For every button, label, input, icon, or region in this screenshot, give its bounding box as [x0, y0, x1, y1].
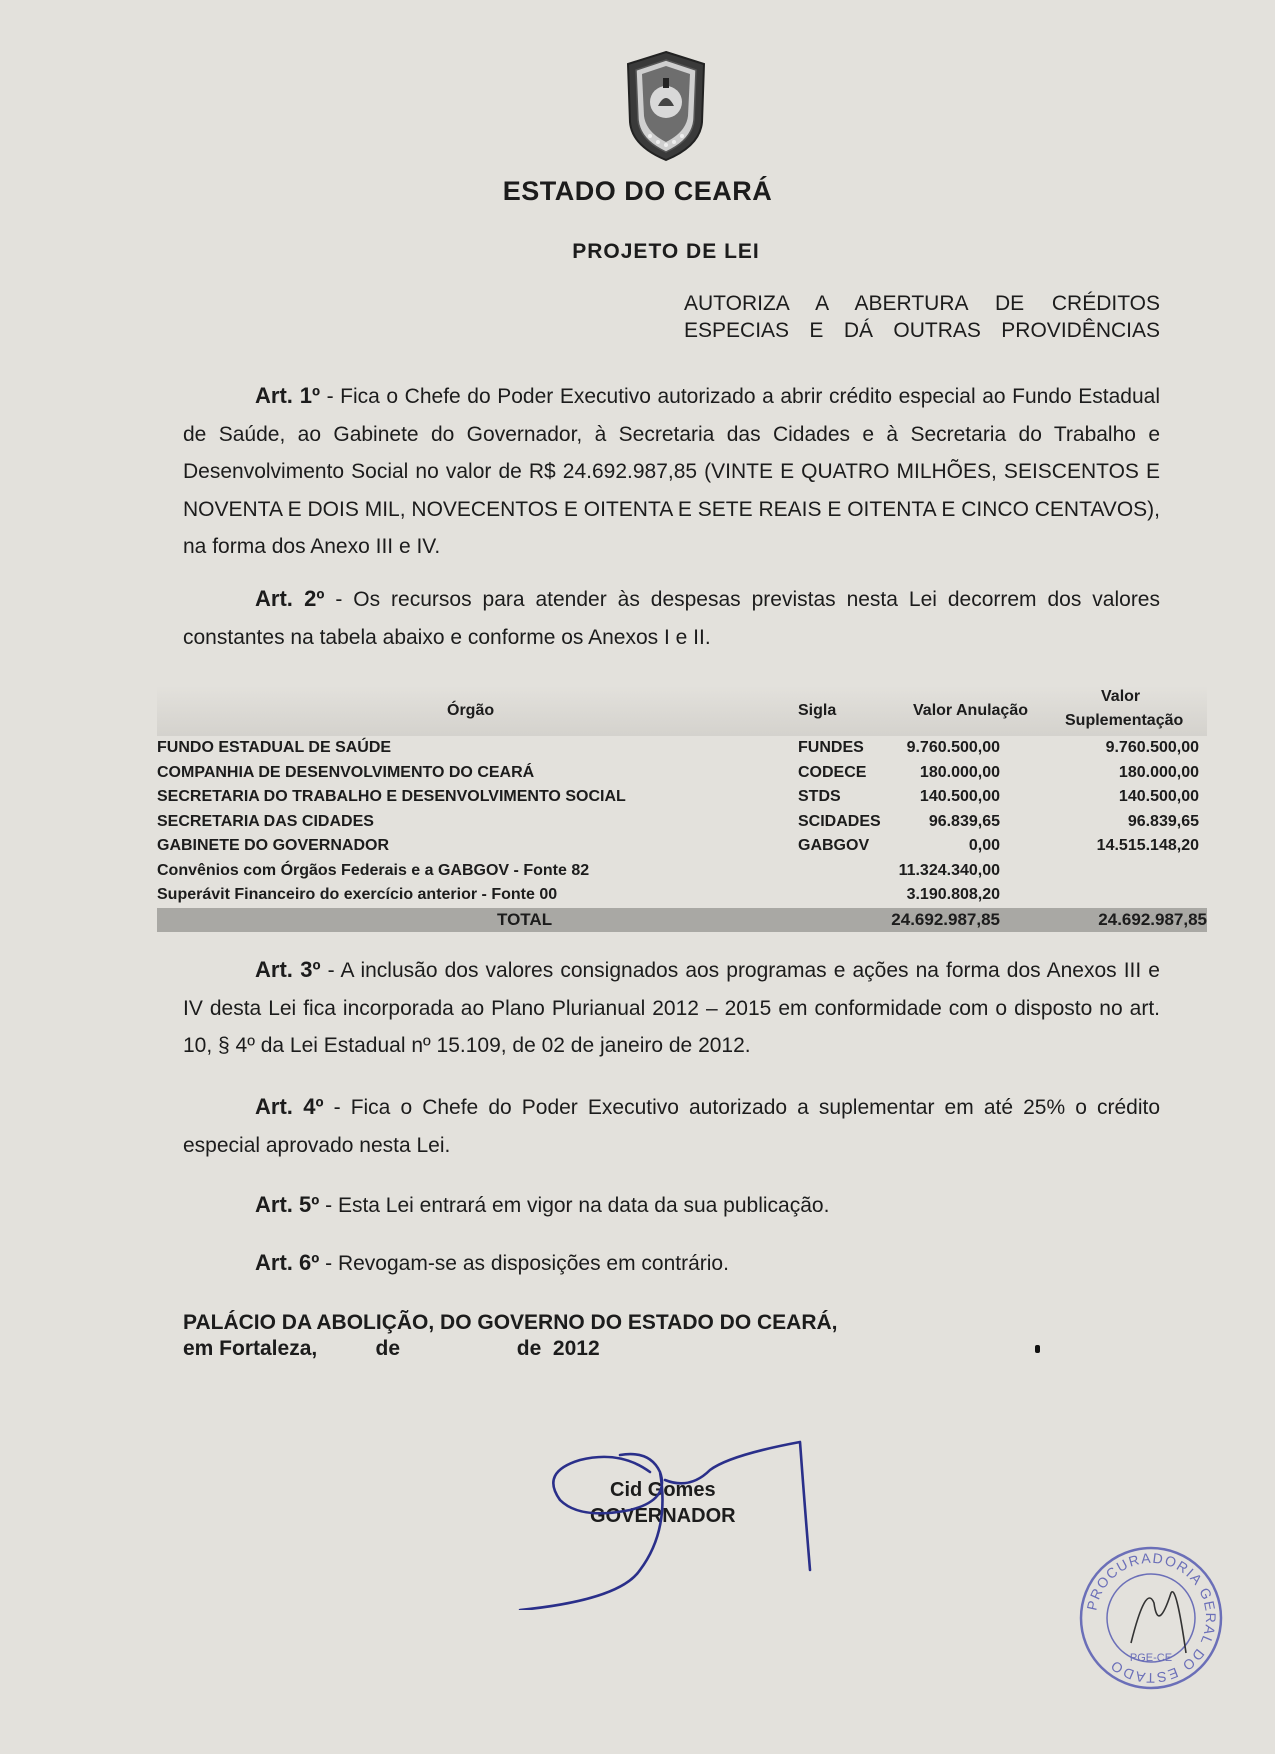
cell-sigla: STDS: [798, 788, 841, 805]
article-1: [183, 377, 1160, 566]
closing-line-1: PALÁCIO DA ABOLIÇÃO, DO GOVERNO DO ESTADO DO CEARÁ,: [183, 1311, 838, 1334]
cell-sigla: SCIDADES: [798, 812, 881, 830]
article-4: [183, 1088, 1160, 1164]
cell-suplementacao: 180.000,00: [1118, 763, 1199, 781]
cell-anulacao: 0,00: [968, 837, 1000, 854]
cell-suplementacao: 9.760.500,00: [1105, 739, 1199, 756]
document-type: PROJETO DE LEI: [572, 240, 760, 263]
ink-mark: [1035, 1345, 1040, 1353]
cell-suplementacao: 96.839,65: [1127, 812, 1199, 830]
ementa-line-1: AUTORIZA A ABERTURA DE CRÉDITOS: [684, 292, 1160, 315]
article-text: - A inclusão dos valores consignados aos programas e ações na forma dos Anexos III e IV desta Lei fica incorporada ao Plano Plurianual 2012 – 2015 em conformidade com o disposto no art. 10, § 4º da Lei Estadual nº 15.109, de 02 de janeiro de 2012.: [183, 959, 1160, 1057]
svg-text:PGE-CE: PGE-CE: [1129, 1652, 1173, 1664]
svg-text:PROCURADORIA GERAL DO ESTADO: PROCURADORIA GERAL DO ESTADO: [1083, 1549, 1220, 1687]
header-valor-anulacao: Valor Anulação: [913, 702, 1028, 719]
cell-sigla: CODECE: [798, 763, 867, 781]
article-label: Art. 5º: [255, 1192, 320, 1217]
handwritten-signature-icon: [500, 1410, 840, 1610]
article-text: - Fica o Chefe do Poder Executivo autorizado a suplementar em até 25% o crédito especial aprovado nesta Lei.: [183, 1096, 1160, 1157]
cell-suplementacao: 14.515.148,20: [1096, 837, 1199, 854]
article-text: - Fica o Chefe do Poder Executivo autorizado a abrir crédito especial ao Fundo Estadual de Saúde, ao Gabinete do Governador, à Secretaria das Cidades e à Secretaria do Trabalho e Desenvolvimento Social no valor de R$ 24.692.987,85 (VINTE E QUATRO MILHÕES, SEISCENTOS E NOVENTA E DOIS MIL, NOVECENTOS E OITENTA E SETE REAIS E OITENTA E CINCO CENTAVOS), na forma dos Anexo III e IV.: [183, 385, 1160, 558]
table-row: [157, 859, 1207, 884]
article-label: Art. 2º: [255, 586, 325, 611]
signatory-role: GOVERNADOR: [590, 1505, 736, 1527]
procuradoria-stamp-icon: [1076, 1543, 1226, 1693]
article-text: - Revogam-se as disposições em contrário.: [319, 1252, 729, 1275]
cell-orgao: FUNDO ESTADUAL DE SAÚDE: [157, 739, 392, 756]
cell-orgao: COMPANHIA DE DESENVOLVIMENTO DO CEARÁ: [157, 763, 535, 781]
article-2: [183, 580, 1160, 656]
cell-orgao: Convênios com Órgãos Federais e a GABGOV - Fonte 82: [157, 861, 590, 879]
table-header: [157, 686, 1207, 736]
total-anulacao: 24.692.987,85: [891, 909, 1000, 929]
credit-table: [157, 686, 1207, 932]
article-text: - Esta Lei entrará em vigor na data da sua publicação.: [319, 1194, 830, 1217]
cell-orgao: SECRETARIA DO TRABALHO E DESENVOLVIMENTO SOCIAL: [157, 788, 626, 805]
table-row: [157, 761, 1207, 786]
cell-orgao: SECRETARIA DAS CIDADES: [157, 812, 374, 830]
state-coat-of-arms-icon: [620, 50, 712, 162]
cell-anulacao: 9.760.500,00: [906, 739, 1000, 756]
state-title: ESTADO DO CEARÁ: [502, 176, 773, 206]
article-label: Art. 4º: [255, 1094, 324, 1119]
cell-anulacao: 96.839,65: [928, 812, 1000, 830]
article-label: Art. 3º: [255, 957, 321, 982]
signatory-name: Cid Gomes: [610, 1479, 716, 1501]
article-3: [183, 951, 1160, 1065]
article-6: [183, 1244, 1160, 1283]
closing-formula: [183, 1310, 838, 1362]
table-total-row: [157, 908, 1207, 932]
article-text: - Os recursos para atender às despesas previstas nesta Lei decorrem dos valores constantes na tabela abaixo e conforme os Anexos I e II.: [183, 588, 1160, 649]
header-sigla: Sigla: [798, 702, 837, 719]
table-row: [157, 736, 1207, 761]
table-row: [157, 785, 1207, 810]
cell-anulacao: 180.000,00: [919, 763, 1000, 781]
cell-anulacao: 140.500,00: [919, 788, 1000, 805]
cell-orgao: GABINETE DO GOVERNADOR: [157, 837, 390, 854]
table-row: [157, 883, 1207, 908]
cell-sigla: FUNDES: [798, 739, 864, 756]
cell-anulacao: 11.324.340,00: [898, 861, 1000, 879]
total-label: TOTAL: [497, 909, 553, 929]
header-orgao: Órgão: [447, 702, 495, 719]
cell-suplementacao: 140.500,00: [1118, 788, 1199, 805]
header-valor-suplementacao-1: Valor: [1101, 688, 1141, 705]
table-row: [157, 834, 1207, 859]
table-row: [157, 810, 1207, 835]
cell-anulacao: 3.190.808,20: [906, 886, 1000, 903]
article-5: [183, 1186, 1160, 1225]
ementa-line-2: ESPECIAS E DÁ OUTRAS PROVIDÊNCIAS: [684, 319, 1160, 342]
article-label: Art. 6º: [255, 1250, 320, 1275]
header-valor-suplementacao-2: Suplementação: [1065, 712, 1184, 729]
ementa: [684, 290, 1160, 344]
article-label: Art. 1º: [255, 383, 321, 408]
cell-orgao: Superávit Financeiro do exercício anterior - Fonte 00: [157, 886, 558, 903]
total-suplementacao: 24.692.987,85: [1098, 909, 1207, 929]
closing-line-2: em Fortaleza, de de 2012: [183, 1337, 600, 1360]
cell-sigla: GABGOV: [798, 837, 870, 854]
